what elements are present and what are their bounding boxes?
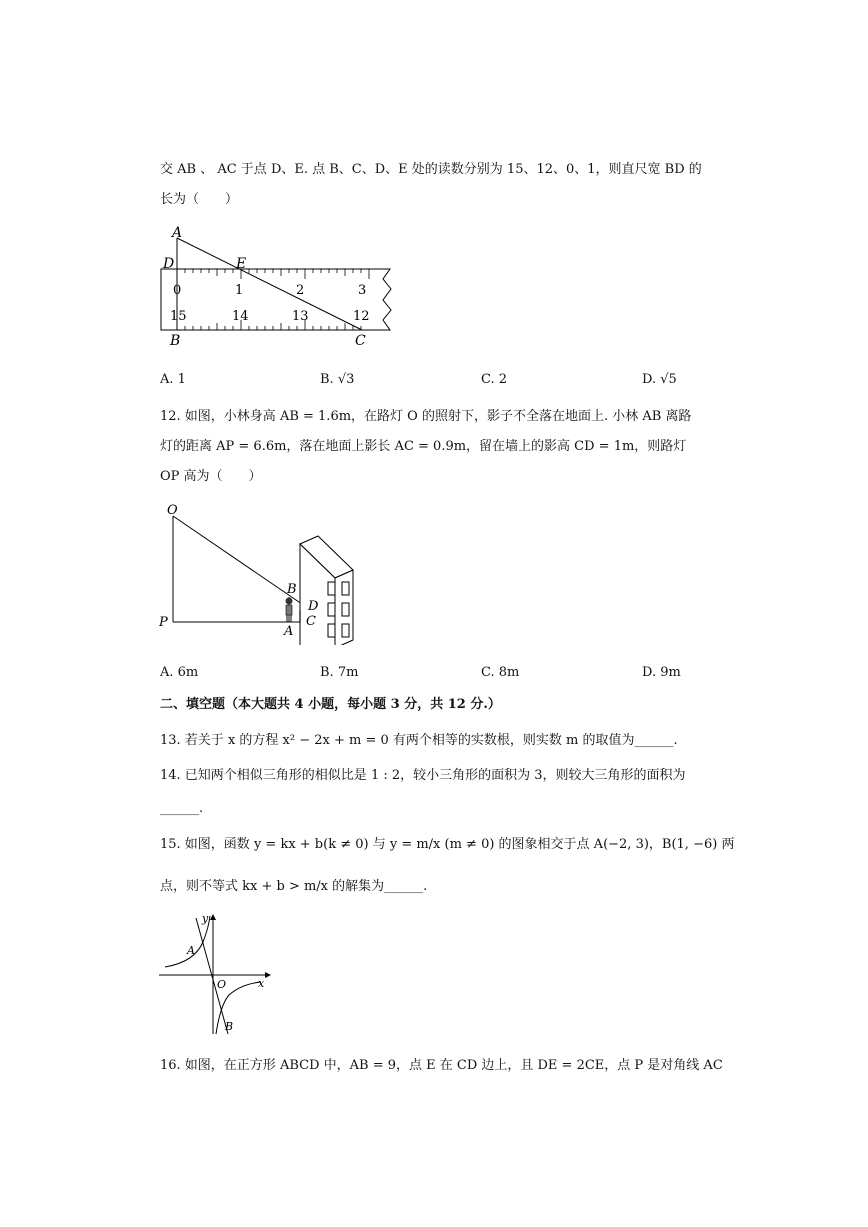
q14-line1: 14. 已知两个相似三角形的相似比是 1 : 2，较小三角形的面积为 3，则较大三角形的面积为: [160, 768, 686, 783]
q13-text: 13. 若关于 x 的方程 x² − 2x + m = 0 有两个相等的实数根，则实数 m 的取值为______.: [160, 733, 678, 748]
q11-bottom-tick-13: 13: [292, 309, 309, 324]
q11-label-E: E: [236, 256, 247, 272]
q12-label-B: B: [287, 582, 297, 597]
q11-option-d[interactable]: D. √5: [642, 372, 677, 387]
q12-line2: 灯的距离 AP = 6.6m，落在地面上影长 AC = 0.9m，留在墙上的影高 CD = 1m，则路灯: [160, 439, 687, 454]
q12-option-a[interactable]: A. 6m: [160, 665, 199, 680]
q15-label-A: A: [187, 944, 195, 957]
q11-line1: 交 AB 、 AC 于点 D、E. 点 B、C、D、E 处的读数分别为 15、12、0、1，则直尺宽 BD 的: [160, 162, 702, 177]
q11-line2: 长为（ ）: [160, 192, 239, 207]
q11-label-A: A: [172, 225, 183, 241]
q15-label-O: O: [217, 978, 227, 991]
q11-top-tick-1: 1: [235, 283, 244, 298]
q12-label-C: C: [306, 614, 316, 629]
section-fill-in-title: 二、填空题（本大题共 4 小题，每小题 3 分，共 12 分.）: [160, 697, 501, 712]
q11-bottom-tick-12: 12: [353, 309, 370, 324]
q11-ruler-figure: [155, 222, 405, 350]
q12-line3: OP 高为（ ）: [160, 469, 262, 484]
q11-option-a[interactable]: A. 1: [160, 372, 186, 387]
q15-label-y: y: [202, 912, 209, 925]
q14-line2: ______.: [160, 801, 204, 816]
q11-bottom-tick-14: 14: [232, 309, 249, 324]
q12-option-c[interactable]: C. 8m: [481, 665, 520, 680]
q11-top-tick-0: 0: [173, 283, 182, 298]
q12-options: [160, 665, 720, 683]
q12-lamp-figure: [155, 500, 365, 645]
q12-person-icon: [286, 597, 293, 622]
q12-option-d[interactable]: D. 9m: [642, 665, 681, 680]
q15-label-B: B: [225, 1020, 234, 1033]
q11-label-D: D: [163, 256, 175, 272]
q12-label-O: O: [167, 503, 178, 518]
q11-top-tick-3: 3: [358, 283, 367, 298]
q11-option-b[interactable]: B. √3: [320, 372, 355, 387]
q11-label-B: B: [170, 333, 181, 349]
q15-label-x: x: [258, 977, 265, 990]
q11-top-tick-2: 2: [296, 283, 305, 298]
q15-line2: 点，则不等式 kx + b > m/x 的解集为______.: [160, 879, 428, 894]
q11-options: [160, 372, 720, 390]
q12-line1: 12. 如图，小林身高 AB = 1.6m，在路灯 O 的照射下，影子不全落在地面上. 小林 AB 离路: [160, 409, 692, 424]
q12-label-D: D: [308, 599, 319, 614]
q15-line1: 15. 如图，函数 y = kx + b(k ≠ 0) 与 y = m/x (m ≠ 0) 的图象相交于点 A(−2, 3)，B(1, −6) 两: [160, 837, 735, 852]
q11-label-C: C: [355, 333, 366, 349]
q15-graph-figure: [155, 910, 275, 1040]
q12-label-A: A: [284, 624, 294, 639]
q12-option-b[interactable]: B. 7m: [320, 665, 359, 680]
q11-bottom-tick-15: 15: [170, 309, 187, 324]
q11-option-c[interactable]: C. 2: [481, 372, 508, 387]
q16-text: 16. 如图，在正方形 ABCD 中，AB = 9，点 E 在 CD 边上，且 DE = 2CE，点 P 是对角线 AC: [160, 1058, 723, 1073]
q12-label-P: P: [159, 615, 168, 630]
